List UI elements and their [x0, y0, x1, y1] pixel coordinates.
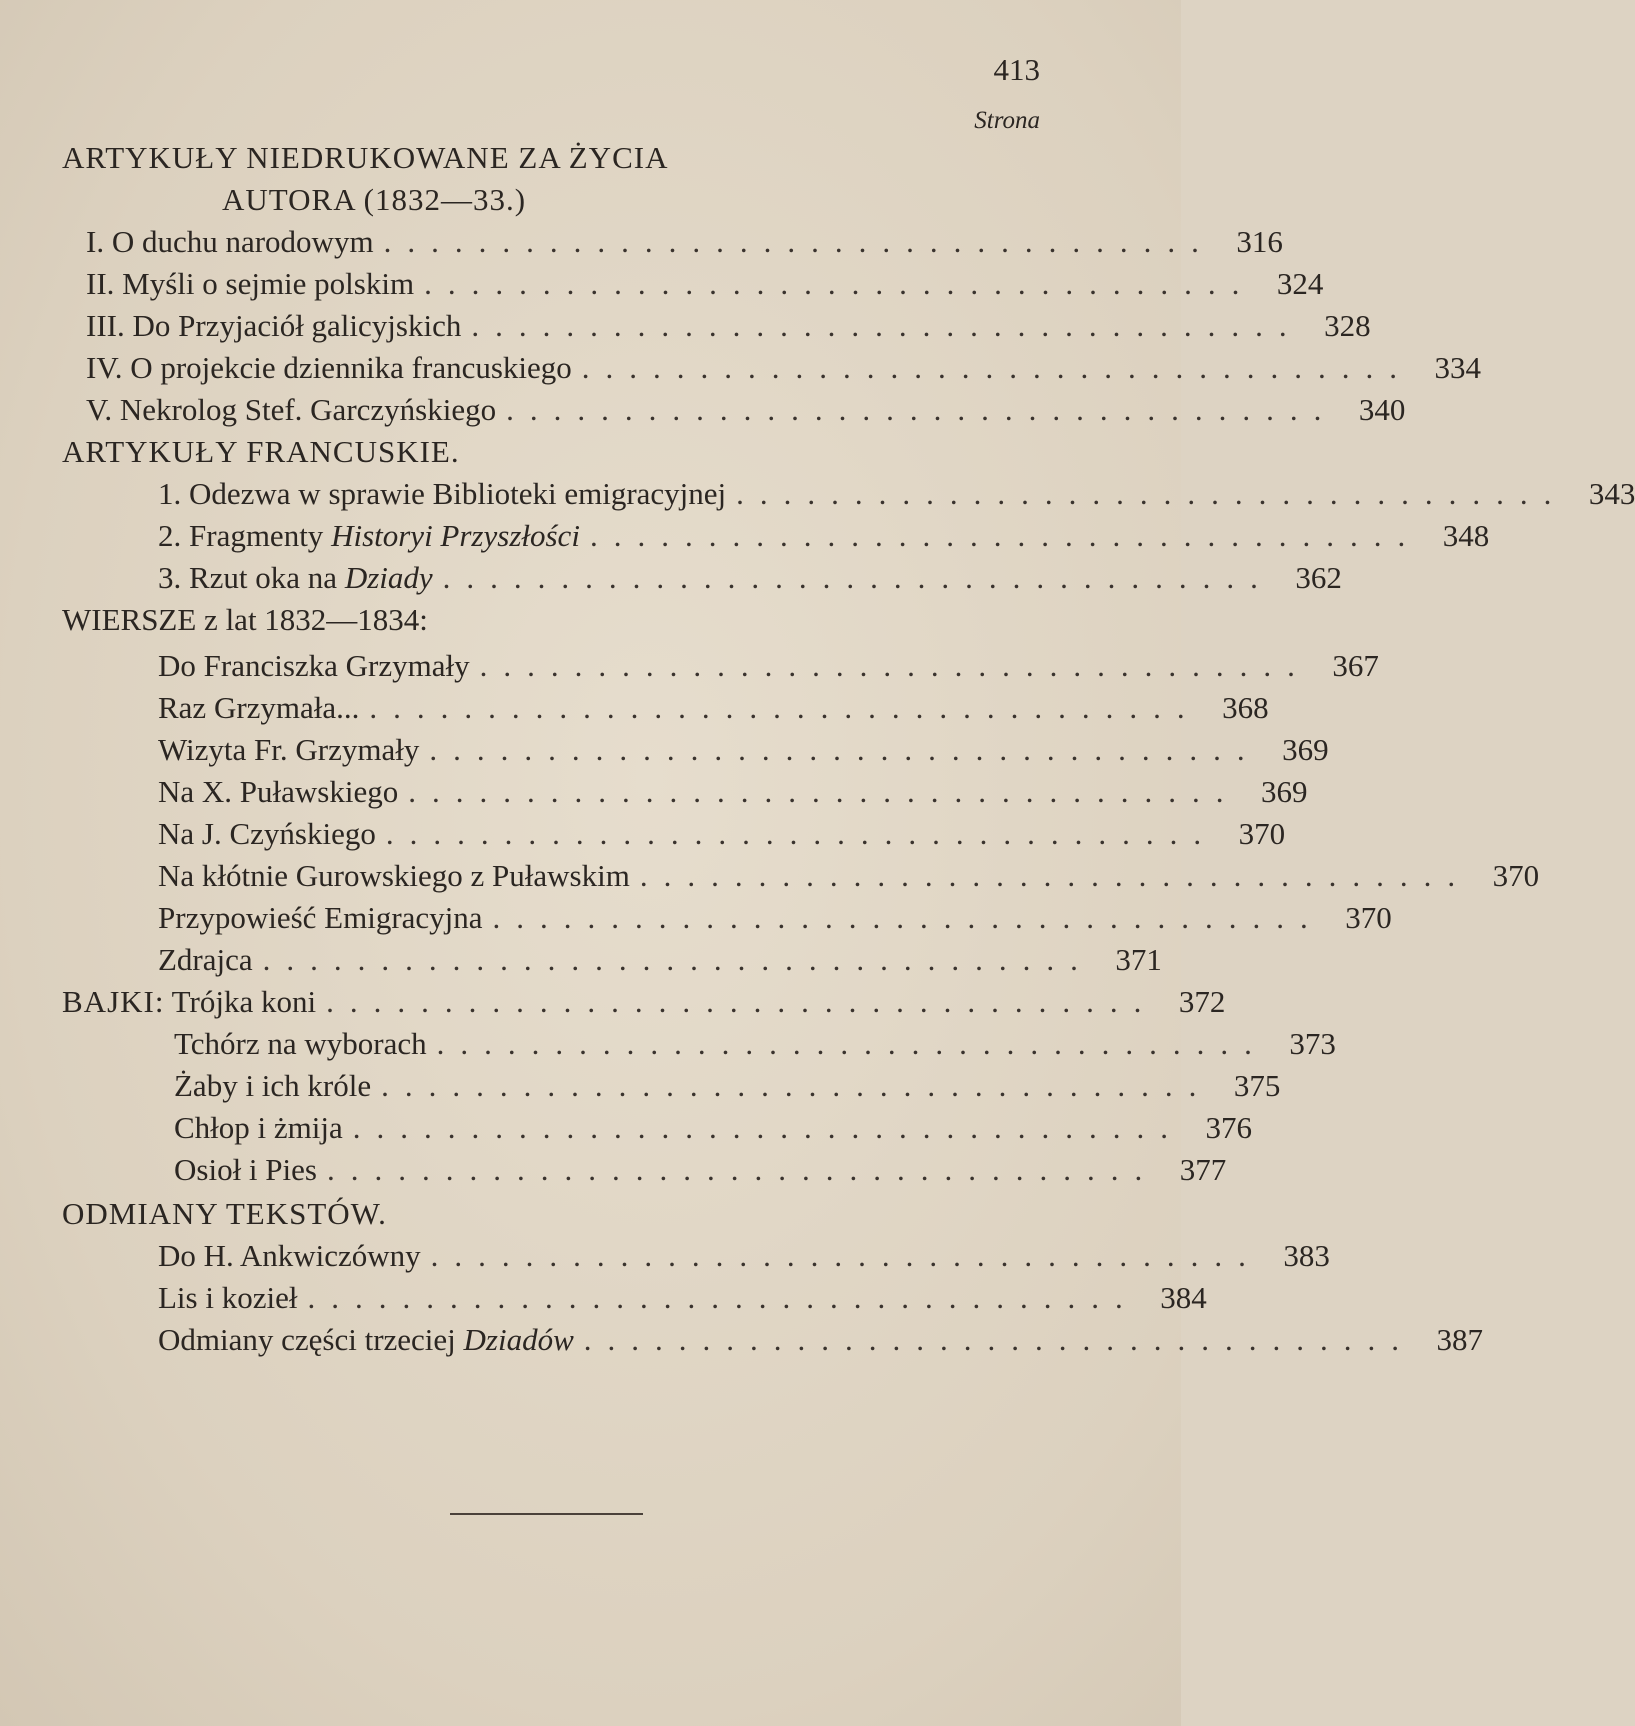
entry-label: Tchórz na wyborach — [174, 1026, 427, 1061]
entry-page-number: 362 — [1295, 560, 1342, 595]
toc-entry — [86, 308, 1371, 348]
entry-label: 2. Fragmenty Historyi Przyszłości — [158, 518, 580, 553]
entry-page-number: 324 — [1276, 266, 1324, 301]
toc-entry — [158, 1238, 1330, 1278]
entry-page-number: 387 — [1436, 1322, 1484, 1357]
toc-entry — [174, 1026, 1336, 1066]
toc-entry — [174, 1110, 1253, 1150]
entry-label: Do Franciszka Grzymały — [158, 648, 470, 683]
entry-page-number: 369 — [1282, 732, 1329, 767]
toc-entry — [158, 900, 1392, 940]
section-heading: BAJKI: — [62, 984, 165, 1019]
entry-label: IV. O projekcie dziennika francuskiego — [86, 350, 572, 385]
toc-entry — [158, 1280, 1207, 1320]
toc-entry — [86, 224, 1283, 264]
entry-label: Zdrajca — [158, 942, 253, 977]
toc-entry — [62, 984, 1226, 1024]
entry-page-number: 343 — [1588, 476, 1635, 511]
toc-entry — [158, 518, 1490, 558]
entry-label: II. Myśli o sejmie polskim — [86, 266, 415, 301]
dot-leader: ................................... — [639, 858, 1472, 893]
entry-page-number: 348 — [1442, 518, 1490, 553]
dot-leader: ................................... — [352, 1110, 1185, 1145]
toc-entry — [158, 774, 1308, 814]
entry-page-number: 384 — [1160, 1280, 1207, 1315]
toc-entry — [158, 690, 1269, 730]
dot-leader: ................................... — [369, 690, 1201, 725]
entry-label: Lis i kozieł — [158, 1280, 298, 1315]
dot-leader: ................................... — [326, 1152, 1159, 1187]
dot-leader: ................................... — [430, 1238, 1262, 1273]
toc-entry — [158, 476, 1635, 516]
entry-label: Chłop i żmija — [174, 1110, 343, 1145]
entry-label: 3. Rzut oka na Dziady — [158, 560, 433, 595]
closing-rule — [450, 1513, 643, 1515]
section-heading: WIERSZE z lat 1832—1834: — [62, 602, 428, 637]
entry-label: Na X. Puławskiego — [158, 774, 399, 809]
entry-label: I. O duchu narodowym — [86, 224, 374, 259]
entry-page-number: 316 — [1236, 224, 1283, 259]
entry-page-number: 328 — [1324, 308, 1371, 343]
dot-leader: ................................... — [581, 350, 1414, 385]
entry-page-number: 370 — [1238, 816, 1286, 851]
dot-leader: ................................... — [424, 266, 1256, 301]
section-heading: ARTYKUŁY NIEDRUKOWANE ZA ŻYCIA — [62, 140, 669, 175]
entry-page-number: 375 — [1233, 1068, 1281, 1103]
column-label: Strona — [974, 107, 1040, 134]
dot-leader: ................................... — [442, 560, 1274, 595]
entry-label: Osioł i Pies — [174, 1152, 317, 1187]
entry-label: Przypowieść Emigracyjna — [158, 900, 483, 935]
toc-entry — [86, 350, 1482, 390]
entry-page-number: 370 — [1492, 858, 1540, 893]
dot-leader: ................................... — [385, 816, 1218, 851]
entry-page-number: 371 — [1115, 942, 1162, 977]
dot-leader: ................................... — [408, 774, 1240, 809]
dot-leader: ................................... — [326, 984, 1158, 1019]
entry-page-number: 334 — [1434, 350, 1482, 385]
entry-label: III. Do Przyjaciół galicyjskich — [86, 308, 462, 343]
toc-entry — [174, 1068, 1281, 1108]
toc-entry — [158, 942, 1162, 982]
entry-page-number: 367 — [1332, 648, 1379, 683]
entry-label: Odmiany części trzeciej Dziadów — [158, 1322, 574, 1357]
dot-leader: ................................... — [736, 476, 1568, 511]
dot-leader: ................................... — [506, 392, 1338, 427]
entry-label: BAJKI: Trójka koni — [62, 984, 317, 1019]
dot-leader: ................................... — [479, 648, 1311, 683]
toc-entry — [86, 392, 1406, 432]
toc-entry — [174, 1152, 1227, 1192]
toc-entry — [86, 266, 1324, 306]
toc-entry — [158, 858, 1540, 898]
entry-page-number: 376 — [1205, 1110, 1253, 1145]
dot-leader: ................................... — [262, 942, 1094, 977]
entry-label: Wizyta Fr. Grzymały — [158, 732, 420, 767]
dot-leader: ................................... — [589, 518, 1422, 553]
toc-entry — [158, 1322, 1484, 1362]
entry-page-number: 373 — [1289, 1026, 1336, 1061]
dot-leader: ................................... — [383, 224, 1215, 259]
toc-entry — [158, 816, 1286, 856]
entry-page-number: 370 — [1345, 900, 1392, 935]
dot-leader: ................................... — [429, 732, 1261, 767]
entry-label: Do H. Ankwiczówny — [158, 1238, 421, 1273]
dot-leader: ................................... — [583, 1322, 1416, 1357]
entry-page-number: 369 — [1260, 774, 1308, 809]
section-heading: ARTYKUŁY FRANCUSKIE. — [62, 434, 460, 469]
entry-page-number: 340 — [1358, 392, 1406, 427]
entry-label: Na J. Czyńskiego — [158, 816, 376, 851]
entry-page-number: 383 — [1283, 1238, 1330, 1273]
entry-page-number: 372 — [1178, 984, 1226, 1019]
entry-label: Raz Grzymała... — [158, 690, 360, 725]
toc-entry — [158, 648, 1379, 688]
entry-label: 1. Odezwa w sprawie Biblioteki emigracyjnej — [158, 476, 727, 511]
dot-leader: ................................... — [436, 1026, 1268, 1061]
entry-page-number: 377 — [1179, 1152, 1227, 1187]
entry-page-number: 368 — [1222, 690, 1269, 725]
toc-entry — [158, 732, 1329, 772]
section-heading: ODMIANY TEKSTÓW. — [62, 1196, 387, 1231]
dot-leader: ................................... — [381, 1068, 1213, 1103]
dot-leader: ................................... — [492, 900, 1324, 935]
entry-label: Na kłótnie Gurowskiego z Puławskim — [158, 858, 630, 893]
section-heading-continued: AUTORA (1832—33.) — [222, 182, 527, 217]
dot-leader: ................................... — [307, 1280, 1139, 1315]
page-number: 413 — [993, 52, 1040, 87]
entry-label: Żaby i ich króle — [174, 1068, 372, 1103]
toc-entry — [158, 560, 1342, 600]
dot-leader: ................................... — [471, 308, 1303, 343]
entry-label: V. Nekrolog Stef. Garczyńskiego — [86, 392, 497, 427]
